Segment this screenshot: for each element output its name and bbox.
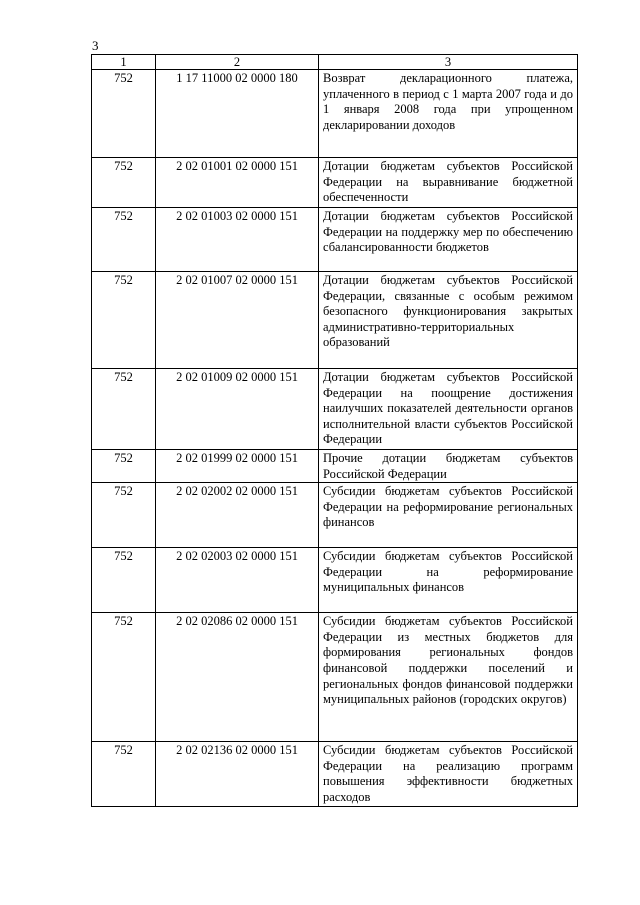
table-header	[92, 55, 578, 70]
table-row	[92, 208, 578, 272]
budget-code-cell: 2 02 01001 02 0000 151	[156, 158, 319, 208]
header-row	[92, 55, 578, 70]
admin-code-cell: 752	[92, 742, 156, 807]
admin-code-cell: 752	[92, 272, 156, 369]
table-row	[92, 272, 578, 369]
admin-code-cell: 752	[92, 158, 156, 208]
table-row	[92, 483, 578, 548]
column-header-1: 1	[92, 55, 156, 70]
admin-code-cell: 752	[92, 483, 156, 548]
table-body	[92, 70, 578, 807]
column-header-3: 3	[319, 55, 578, 70]
budget-code-cell: 2 02 02086 02 0000 151	[156, 613, 319, 742]
admin-code-cell: 752	[92, 613, 156, 742]
table-row	[92, 613, 578, 742]
description-cell: Дотации бюджетам субъектов Российской Федерации на выравнивание бюджетной обеспеченности	[319, 158, 578, 208]
budget-code-cell: 2 02 01999 02 0000 151	[156, 450, 319, 483]
table-row	[92, 369, 578, 450]
table-row	[92, 548, 578, 613]
page-number: 3	[92, 38, 99, 53]
table-row	[92, 70, 578, 158]
description-cell: Субсидии бюджетам субъектов Российской Федерации на реализацию программ повышения эффективности бюджетных расходов	[319, 742, 578, 807]
table-row	[92, 450, 578, 483]
budget-code-cell: 2 02 02002 02 0000 151	[156, 483, 319, 548]
budget-code-cell: 2 02 01003 02 0000 151	[156, 208, 319, 272]
budget-code-cell: 2 02 01009 02 0000 151	[156, 369, 319, 450]
description-cell: Возврат декларационного платежа, уплаченного в период с 1 марта 2007 года и до 1 января 2008 года при упрощенном декларировании доходов	[319, 70, 578, 158]
description-cell: Дотации бюджетам субъектов Российской Федерации, связанные с особым режимом безопасного функционирования закрытых административно-территориальных образований	[319, 272, 578, 369]
admin-code-cell: 752	[92, 70, 156, 158]
description-cell: Прочие дотации бюджетам субъектов Российской Федерации	[319, 450, 578, 483]
description-cell: Дотации бюджетам субъектов Российской Федерации на поощрение достижения наилучших показателей деятельности органов исполнительной власти субъектов Российской Федерации	[319, 369, 578, 450]
table-row	[92, 742, 578, 807]
budget-code-cell: 1 17 11000 02 0000 180	[156, 70, 319, 158]
admin-code-cell: 752	[92, 369, 156, 450]
admin-code-cell: 752	[92, 548, 156, 613]
description-cell: Дотации бюджетам субъектов Российской Федерации на поддержку мер по обеспечению сбалансированности бюджетов	[319, 208, 578, 272]
budget-code-cell: 2 02 02003 02 0000 151	[156, 548, 319, 613]
description-cell: Субсидии бюджетам субъектов Российской Федерации на реформирование региональных финансов	[319, 483, 578, 548]
column-header-2: 2	[156, 55, 319, 70]
budget-code-cell: 2 02 02136 02 0000 151	[156, 742, 319, 807]
table-row	[92, 158, 578, 208]
description-cell: Субсидии бюджетам субъектов Российской Федерации из местных бюджетов для формирования региональных фондов финансовой поддержки поселений и региональных фондов финансовой поддержки муниципальных районов (городских округов)	[319, 613, 578, 742]
description-cell: Субсидии бюджетам субъектов Российской Федерации на реформирование муниципальных финансов	[319, 548, 578, 613]
admin-code-cell: 752	[92, 208, 156, 272]
budget-code-cell: 2 02 01007 02 0000 151	[156, 272, 319, 369]
budget-codes-table	[91, 54, 578, 807]
admin-code-cell: 752	[92, 450, 156, 483]
